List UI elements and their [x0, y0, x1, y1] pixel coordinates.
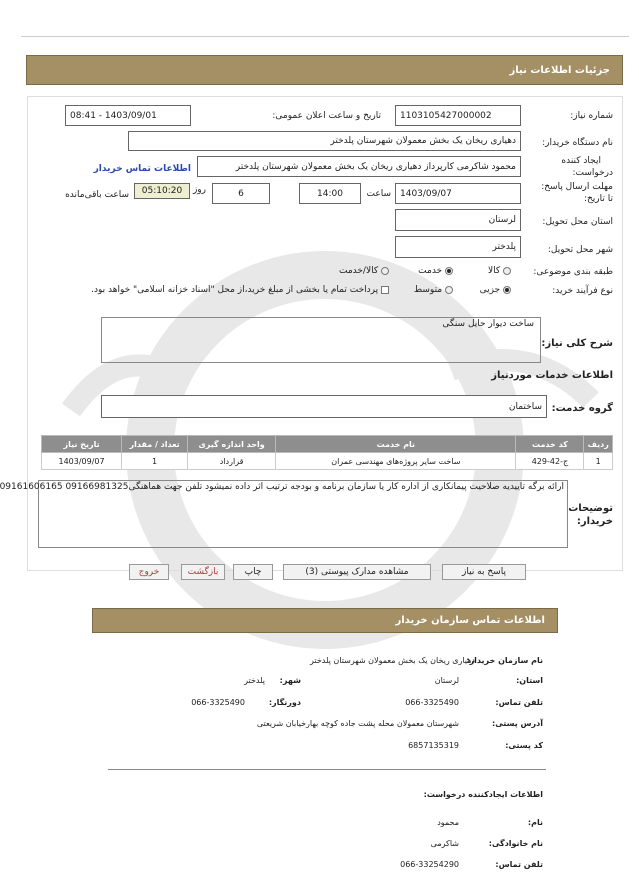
category-option-goods[interactable] [488, 266, 511, 276]
print-button[interactable]: چاپ [233, 564, 273, 580]
buyer-org-field: دهیاری ریخان یک بخش معمولان شهرستان پلدختر [128, 131, 521, 151]
services-table [41, 435, 613, 470]
services-heading: اطلاعات خدمات موردنیاز [491, 370, 613, 381]
summary-field [101, 317, 541, 363]
reply-button[interactable]: پاسخ به نیاز [442, 564, 526, 580]
need-number-label: شماره نیاز: [570, 111, 613, 121]
attachments-button[interactable]: مشاهده مدارک پیوستی (3) [283, 564, 431, 580]
buyer-org-label: نام دستگاه خریدار: [542, 138, 613, 148]
cell-code: ج-42-429 [516, 453, 584, 470]
creator-phone-label: تلفن تماس: [495, 860, 543, 869]
need-number-field: 1103105427000002 [395, 105, 521, 126]
contact-city-label: شهر: [279, 676, 301, 685]
process-label: نوع فرآیند خرید: [552, 286, 613, 296]
payment-note-text: پرداخت تمام یا بخشی از مبلغ خرید،از محل "اسناد خزانه اسلامی" خواهد بود. [91, 285, 379, 295]
org-name-label: نام سازمان خریدار: [466, 656, 543, 665]
page-header [26, 55, 623, 85]
days-field: 6 [212, 183, 270, 204]
org-name-value: دهیاری ریخان یک بخش معمولان شهرستان پلدختر [310, 656, 475, 665]
col-qty: تعداد / مقدار [122, 436, 188, 453]
contact-city-value: پلدختر [244, 676, 265, 685]
col-date: تاریخ نیاز [42, 436, 122, 453]
payment-note[interactable] [91, 285, 389, 295]
col-row: ردیف [584, 436, 613, 453]
creator-label-2: درخواست: [572, 168, 613, 178]
top-divider [21, 36, 629, 37]
contact-fax-label: دورنگار: [268, 698, 301, 707]
time-label: ساعت [366, 189, 391, 199]
buyer-notes-label: توضیحات [568, 503, 613, 514]
buyer-notes-field [0, 480, 568, 548]
table-row [42, 453, 613, 470]
cell-name: ساخت سایر پروژه‌های مهندسی عمران [276, 453, 516, 470]
province-label: استان محل تحویل: [542, 217, 613, 227]
last-name-label: نام خانوادگی: [488, 839, 543, 848]
back-button[interactable]: بازگشت [181, 564, 225, 580]
process-option-medium[interactable] [414, 285, 453, 295]
service-group-field: ساختمان [101, 395, 547, 418]
service-group-label: گروه خدمت: [551, 403, 613, 414]
buyer-notes-label-2: خریدار: [576, 516, 613, 527]
creator-phone-value: 066-33254290 [400, 860, 459, 869]
radio-service[interactable] [445, 267, 453, 275]
category-option-service[interactable] [418, 266, 453, 276]
cell-unit: قرارداد [188, 453, 276, 470]
day-label: روز [192, 185, 206, 195]
summary-text: ساخت دیوار حایل سنگی [442, 319, 534, 329]
page-title: جزئیات اطلاعات نیاز [509, 64, 610, 76]
remaining-label: ساعت باقی‌مانده [65, 190, 129, 200]
deadline-time-field: 14:00 [299, 183, 361, 204]
radio-minor[interactable] [503, 286, 511, 294]
city-field: پلدختر [395, 236, 521, 258]
deadline-date-field: 1403/09/07 [395, 183, 521, 204]
category-service-label: خدمت [418, 266, 443, 276]
contact-province-value: لرستان [434, 676, 459, 685]
address-value: شهرستان معمولان محله پشت جاده کوچه بهارخیابان شریعتی [256, 719, 459, 728]
category-option-both[interactable] [339, 266, 389, 276]
radio-goods[interactable] [503, 267, 511, 275]
remaining-time-field: 05:10:20 [134, 183, 190, 199]
process-option-minor[interactable] [480, 285, 511, 295]
postal-label: کد پستی: [505, 741, 543, 750]
radio-both[interactable] [381, 267, 389, 275]
category-label: طبقه بندی موضوعی: [533, 267, 613, 277]
contact-fax-value: 066-3325490 [191, 698, 245, 707]
category-goods-label: کالا [487, 266, 501, 276]
col-name: نام خدمت [276, 436, 516, 453]
creator-label: ایجاد کننده [561, 156, 601, 166]
deadline-label: مهلت ارسال پاسخ: [541, 182, 613, 192]
summary-label: شرح کلی نیاز: [541, 338, 613, 349]
announce-field: 1403/09/01 - 08:41 [65, 105, 191, 126]
contact-phone-label: تلفن تماس: [495, 698, 543, 707]
contact-header [92, 608, 558, 633]
contact-divider [108, 769, 546, 770]
col-unit: واحد اندازه گیری [188, 436, 276, 453]
cell-qty: 1 [122, 453, 188, 470]
address-label: آدرس پستی: [492, 719, 543, 728]
creator-heading: اطلاعات ایجادکننده درخواست: [423, 790, 543, 799]
cell-row: 1 [584, 453, 613, 470]
process-medium-label: متوسط [413, 285, 443, 295]
buyer-notes-text: ارائه برگه تاییدیه صلاحیت پیمانکاری از اداره کار یا سازمان برنامه و بودجه ترتیب اثر داده نمیشود تلفن جهت هماهنگی09166981325 09161606165 [0, 482, 564, 492]
postal-value: 6857135319 [408, 741, 459, 750]
contact-heading: اطلاعات تماس سازمان خریدار [395, 615, 545, 626]
exit-button[interactable]: خروج [129, 564, 169, 580]
contact-province-label: استان: [516, 676, 543, 685]
radio-medium[interactable] [445, 286, 453, 294]
province-field: لرستان [395, 209, 521, 231]
announce-label: تاریخ و ساعت اعلان عمومی: [272, 111, 381, 121]
first-name-label: نام: [527, 818, 543, 827]
city-label: شهر محل تحویل: [547, 245, 613, 255]
category-both-label: کالا/خدمت [338, 266, 379, 276]
buyer-contact-link[interactable]: اطلاعات تماس خریدار [93, 164, 191, 174]
last-name-value: شاکرمی [430, 839, 459, 848]
payment-checkbox[interactable] [381, 286, 389, 294]
table-header-row [42, 436, 613, 453]
contact-phone-value: 066-3325490 [405, 698, 459, 707]
cell-date: 1403/09/07 [42, 453, 122, 470]
col-code: کد خدمت [516, 436, 584, 453]
deadline-label-2: تا تاریخ: [583, 194, 613, 204]
creator-field: محمود شاکرمی کارپرداز دهیاری ریخان یک بخش معمولان شهرستان پلدختر [197, 156, 521, 177]
first-name-value: محمود [437, 818, 459, 827]
process-minor-label: جزیی [479, 285, 501, 295]
